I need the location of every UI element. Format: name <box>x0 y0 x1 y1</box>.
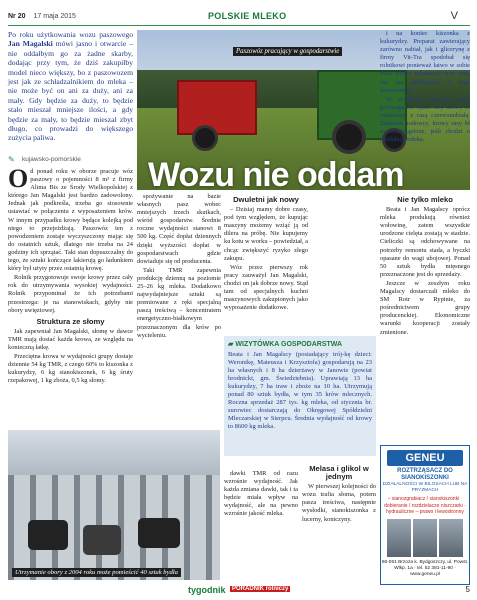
article-column-right-top <box>380 30 470 155</box>
ad-subheadline: DZIAŁALNOŚCI W BILOSACH LUB NA PRYZMACH <box>382 482 468 493</box>
article-column-bottom-1 <box>224 470 298 580</box>
paragraph: – Dzisiaj mamy dobre czasy, pod tym względem, że kupując maszyny możemy wziąć ją od dilera na próbę. Nie kupujemy ku kotu w worku – powiedział, a chcąc zwiększyć ryzyko złego zakupu. <box>224 206 308 262</box>
ad-address: 86-061 Brzoza k. Bydgoszczy, ul. Powst. Wlkp. 1a · tel. 52 381-11-90 · www.geneu.pl <box>381 559 469 577</box>
page-header <box>8 8 470 24</box>
region-label: kujawsko-pomorskie <box>22 156 81 163</box>
subheading: Dwuletni jak nowy <box>233 195 299 204</box>
paragraph: d ponad roku w oborze pracuje wóz paszowy o pojemności 8 m³ z firmy Alima Bis ze Środy Wielkopolskiej z którego Jan Magalski jest bardzo zadowolony. Jednak jak podkreśla, trzeba go stosownie ustawiać w połączeniu z wyposażeniem krów. W innym przypadku krowy będące kolejką pod niego to przejeżdżają. Paszowóz ten z powodzeniem zostaje wyczyszczony mając się do ostatnich sztuk, dlatego nie trzeba na 24 godziny ich sprzątać. Taki stan dopuszczalny do tego, że sztuki kończące lakierują go ładunkiem który był użyty przez ostatnią krowę. <box>8 168 133 273</box>
section-title: POLSKIE MLEKO <box>208 11 287 21</box>
ad-logo: GENEU <box>387 450 463 466</box>
paragraph: W pierwszej kolejności do wozu trafia słoma, potem pasza treściwa, następnie wysłodki, sianokiszonka z lucerny, koniczyny. <box>302 483 376 523</box>
article-column-bottom-2 <box>302 462 376 582</box>
ad-product-images <box>387 519 463 557</box>
ad-headline: ROZTRZĄSACZ DO SIANOKISZONKI <box>397 468 453 481</box>
paragraph: Przeciętna krowa w wydajności grupy dostaje dziennie 54 kg TMR, z czego 60% to kiszonka z kukurydzy, 6 kg sianokiszonek, 6 kg śruty rzepakowej, 1 kg zboża, 0,5 kg słomy. <box>8 353 133 385</box>
footer-brand-badge: PORADNIK rolniczy <box>232 586 289 592</box>
article-column-3 <box>224 193 308 333</box>
page-letter: V <box>450 10 458 22</box>
box-text: Beata i Jan Magalscy (posiadający trój-kę dzieci: Weronikę, Mateusza i Krzysztofa) gospodarują na 23 ha własnych i 8 ha dzierżawy w Janowie (powiat brodnicki, gm. Świedziebnia). Uprawiają 13 ha kukurydzy, 7 ha traw i zboże na 10 ha. Utrzymują ponad 80 sztuk bydła, w tym 35 krów mlecznych. Roczna sprzedaż 287 tys. kg mleka, od stycznia br. surowiec dostarczają do Okręgowej Spółdzielni Mleczarskiej w Sierpcu. Średnia wydajność od krowy to 8600 kg mleka. <box>228 351 372 430</box>
paragraph: Jak zapewniał Jan Magalski, słomę w dawce TMR mają dostać każda krowa, ze względu na konieczną łatkę. <box>8 327 133 351</box>
paragraph: Beata i Jan Magalscy oprócz mleka produkują również wołowinę, zatem wszystkie urodzone cielęta zostają w stadzie. Cieliczki są odchowywane na potrzeby remontu stada, a byczki opasane do wagi ubojowej. Ponad 50 sztuk bydła mięsnego przeznaczone jest do sprzedaży. <box>380 206 470 278</box>
paragraph: dawki TMR od razu wzrośnie wydajność. Jak każda zmiana dawki, tak i ta będzie miała wpływ na wydajność, ale na pewno wzrośnie jakość mleka. <box>224 470 298 518</box>
header-rule <box>8 25 470 26</box>
article-column-2 <box>137 193 221 341</box>
paragraph: Taki TMR zapewnia produkcję dzienną na poziomie 25–26 kg mleka. Dodatkowo najwydajniejsze sztuki są premiowane z ręki specjalną paszą treściwą – koncentratem energetyczno-białkowym przeznaczonym dla krów po wycieleniu. <box>137 266 221 339</box>
intro-text-b: mówi jasno i otwarcie – nie oddałbym go za żadne skarby, dodając przy tym, że dziś zakupiłby model nieco większy, bo z paszowozem jest jak ze schładzalnikiem do mleka – nie może być on ani za duży, ani za mały. Gdy będzie za duży, to będzie stało mieszał mniejsze ilości, a gdy będzie za mały, to będzie mieszał zbyt długo, co prowadzi do większego zużycia paliwa. <box>8 39 133 143</box>
intro-lead <box>8 30 133 143</box>
subheading: Struktura ze słomy <box>36 316 105 326</box>
dropcap: O <box>8 164 29 193</box>
ad-items: – sianozgrabiacz / sianokiszonki · dobieranie / rozdzielacze niszczarki · hydrauliczne – prawo i lewostronny <box>384 496 466 515</box>
barn-photo <box>8 430 220 580</box>
footer-brand: tygodnik <box>188 585 226 595</box>
subheading: Nie tylko mleko <box>397 195 453 204</box>
advertisement[interactable] <box>380 445 470 585</box>
intro-name: Jan Magalski <box>8 39 53 49</box>
pin-icon: ▰ <box>228 341 234 348</box>
article-column-4 <box>380 193 470 443</box>
farm-info-box <box>224 336 376 456</box>
issue-number: Nr 20 <box>8 12 26 20</box>
subheading: Melasa i glikol w jednym <box>309 464 369 482</box>
paragraph: Jeszcze w zeszłym roku Magalscy dostarczali mleko do SM Rotr w Rypinie, za pośrednictwem grupy producenckiej. Ekonomiczne warunki kooperacji zostały zmienione. <box>380 279 470 336</box>
article-column-1 <box>8 164 133 386</box>
paragraph: Wóz przez pierwszy rok pracy zauważył Jan Magalski, chodzi on jak dobrze nowy. Stąd tam od specjalnych kuchni maszynowych zakupionych jako wyposażenie dodatkowe. <box>224 263 308 312</box>
pencil-icon: ✎ <box>8 154 15 164</box>
photo-caption-top: Paszowóz pracujący w gospodarstwie <box>233 47 342 56</box>
box-title-text: WIZYTÓWKA GOSPODARSTWA <box>235 341 343 348</box>
paragraph: W strukturze nowości stada przewaga bf. Tylko trzy krowy to mieszańce z rasą czerwonobiałą. Zdaniem hodowcy, krowy rasy hf są niezastąpione, jeśli chodzi o produkcję mleka. <box>380 95 470 144</box>
photo-caption-bottom: Utrzymanie obory z 2004 roku może pomieścić 40 sztuk bydła <box>12 568 181 577</box>
paragraph: spożywanie na bazie własnych pasz wobec mniejszych trzech skutkach, wśród gospodarstw. Średnie roczne wydajności stanowi 8 500 kg. Część dopłat dziennych dzięki wyższości dopłat w gospodarstwach gdzie dowiaduje się od producenta. <box>137 193 221 265</box>
box-title <box>228 340 372 348</box>
intro-text-a: Po roku użytkowania wozu paszowego <box>8 30 133 39</box>
issue-date: 17 maja 2015 <box>33 12 76 20</box>
page-number: 5 <box>465 585 470 594</box>
article-headline: Wozu nie oddam <box>148 156 404 194</box>
paragraph: Rolnik przygotowuje swoje krowy przez cały rok do utrzymywania wysokiej wydajności. Rolnik przypominał że ich potrzebami przestrzega: je na stanowiskach, gdyby nie obory uwięziowej. <box>8 274 133 314</box>
page-footer <box>8 585 470 597</box>
paragraph: i na koniec kiszonka z kukurydzy. Preparat zawierający zarówno nabiał, jak i glicerynę z firmy Vit-Tra spodobał się rolnikowi ponieważ łatwo w sobie dwie ważne substancje oraz zimą nie ma problemów z jego konsystencją. <box>380 30 470 94</box>
